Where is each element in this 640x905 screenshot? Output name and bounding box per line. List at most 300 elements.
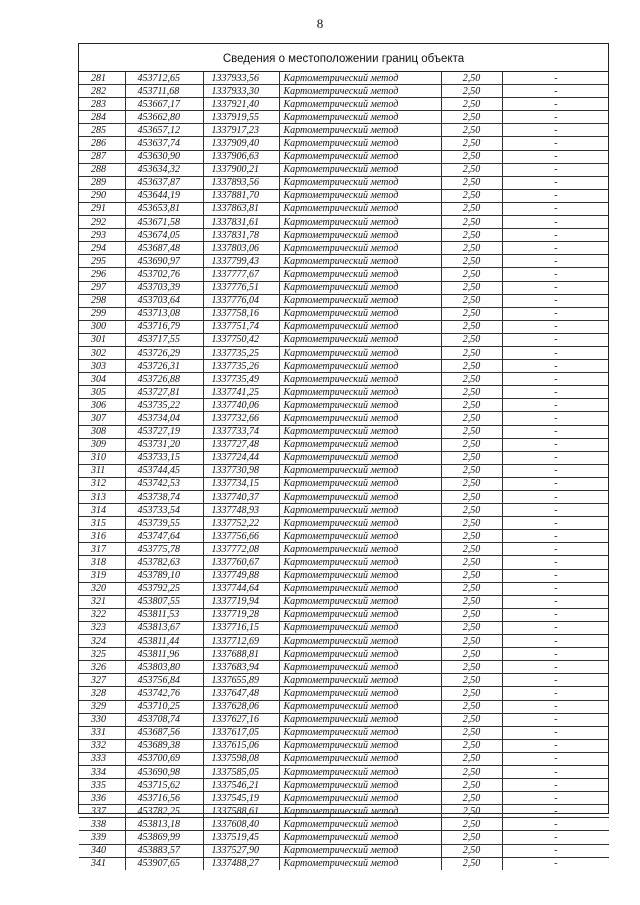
table-row [79, 779, 609, 792]
description-cell: - [502, 582, 609, 595]
method-cell: Картометрический метод [279, 621, 441, 634]
table-header-title: Сведения о местоположении границ объекта [79, 44, 608, 72]
error-cell: 2,50 [441, 346, 502, 359]
error-cell: 2,50 [441, 844, 502, 857]
description-cell: - [502, 661, 609, 674]
table-row [79, 726, 609, 739]
error-cell: 2,50 [441, 739, 502, 752]
x-coordinate-cell: 453733,15 [125, 451, 203, 464]
x-coordinate-cell: 453711,68 [125, 85, 203, 98]
table-row [79, 530, 609, 543]
x-coordinate-cell: 453637,74 [125, 137, 203, 150]
table-row [79, 674, 609, 687]
point-number-cell: 325 [79, 648, 125, 661]
table-row [79, 216, 609, 229]
description-cell: - [502, 176, 609, 189]
error-cell: 2,50 [441, 281, 502, 294]
table-row [79, 412, 609, 425]
error-cell: 2,50 [441, 229, 502, 242]
x-coordinate-cell: 453674,05 [125, 229, 203, 242]
point-number-cell: 306 [79, 399, 125, 412]
y-coordinate-cell: 1337733,74 [203, 425, 279, 438]
method-cell: Картометрический метод [279, 464, 441, 477]
x-coordinate-cell: 453713,08 [125, 307, 203, 320]
x-coordinate-cell: 453734,04 [125, 412, 203, 425]
y-coordinate-cell: 1337760,67 [203, 556, 279, 569]
description-cell: - [502, 281, 609, 294]
description-cell: - [502, 360, 609, 373]
method-cell: Картометрический метод [279, 661, 441, 674]
table-row [79, 595, 609, 608]
error-cell: 2,50 [441, 72, 502, 85]
description-cell: - [502, 635, 609, 648]
method-cell: Картометрический метод [279, 608, 441, 621]
x-coordinate-cell: 453726,29 [125, 346, 203, 359]
description-cell: - [502, 674, 609, 687]
error-cell: 2,50 [441, 805, 502, 818]
error-cell: 2,50 [441, 477, 502, 490]
method-cell: Картометрический метод [279, 556, 441, 569]
table-row [79, 635, 609, 648]
table-row [79, 150, 609, 163]
method-cell: Картометрический метод [279, 491, 441, 504]
point-number-cell: 299 [79, 307, 125, 320]
y-coordinate-cell: 1337628,06 [203, 700, 279, 713]
method-cell: Картометрический метод [279, 255, 441, 268]
x-coordinate-cell: 453807,55 [125, 595, 203, 608]
description-cell: - [502, 569, 609, 582]
description-cell: - [502, 229, 609, 242]
y-coordinate-cell: 1337751,74 [203, 320, 279, 333]
table-row [79, 399, 609, 412]
method-cell: Картометрический метод [279, 792, 441, 805]
description-cell: - [502, 739, 609, 752]
description-cell: - [502, 255, 609, 268]
description-cell: - [502, 189, 609, 202]
error-cell: 2,50 [441, 556, 502, 569]
y-coordinate-cell: 1337712,69 [203, 635, 279, 648]
description-cell: - [502, 805, 609, 818]
y-coordinate-cell: 1337919,55 [203, 111, 279, 124]
method-cell: Картометрический метод [279, 818, 441, 831]
point-number-cell: 290 [79, 189, 125, 202]
method-cell: Картометрический метод [279, 346, 441, 359]
x-coordinate-cell: 453712,65 [125, 72, 203, 85]
error-cell: 2,50 [441, 399, 502, 412]
x-coordinate-cell: 453637,87 [125, 176, 203, 189]
method-cell: Картометрический метод [279, 360, 441, 373]
point-number-cell: 333 [79, 752, 125, 765]
table-row [79, 857, 609, 870]
point-number-cell: 311 [79, 464, 125, 477]
table-row [79, 72, 609, 85]
method-cell: Картометрический метод [279, 98, 441, 111]
method-cell: Картометрический метод [279, 307, 441, 320]
x-coordinate-cell: 453811,53 [125, 608, 203, 621]
x-coordinate-cell: 453687,48 [125, 242, 203, 255]
point-number-cell: 332 [79, 739, 125, 752]
point-number-cell: 336 [79, 792, 125, 805]
table-row [79, 491, 609, 504]
y-coordinate-cell: 1337527,90 [203, 844, 279, 857]
table-row [79, 202, 609, 215]
error-cell: 2,50 [441, 412, 502, 425]
point-number-cell: 330 [79, 713, 125, 726]
x-coordinate-cell: 453803,80 [125, 661, 203, 674]
y-coordinate-cell: 1337545,19 [203, 792, 279, 805]
x-coordinate-cell: 453739,55 [125, 517, 203, 530]
description-cell: - [502, 333, 609, 346]
description-cell: - [502, 621, 609, 634]
table-row [79, 739, 609, 752]
y-coordinate-cell: 1337803,06 [203, 242, 279, 255]
description-cell: - [502, 137, 609, 150]
method-cell: Картометрический метод [279, 765, 441, 778]
table-row [79, 242, 609, 255]
table-row [79, 320, 609, 333]
description-cell: - [502, 373, 609, 386]
y-coordinate-cell: 1337735,25 [203, 346, 279, 359]
y-coordinate-cell: 1337735,49 [203, 373, 279, 386]
table-row [79, 543, 609, 556]
x-coordinate-cell: 453813,67 [125, 621, 203, 634]
x-coordinate-cell: 453690,97 [125, 255, 203, 268]
error-cell: 2,50 [441, 779, 502, 792]
x-coordinate-cell: 453789,10 [125, 569, 203, 582]
method-cell: Картометрический метод [279, 438, 441, 451]
page-number: 8 [316, 16, 324, 31]
x-coordinate-cell: 453869,99 [125, 831, 203, 844]
method-cell: Картометрический метод [279, 504, 441, 517]
error-cell: 2,50 [441, 621, 502, 634]
method-cell: Картометрический метод [279, 739, 441, 752]
x-coordinate-cell: 453715,62 [125, 779, 203, 792]
method-cell: Картометрический метод [279, 281, 441, 294]
error-cell: 2,50 [441, 608, 502, 621]
description-cell: - [502, 792, 609, 805]
point-number-cell: 297 [79, 281, 125, 294]
method-cell: Картометрический метод [279, 229, 441, 242]
table-row [79, 268, 609, 281]
table-row [79, 85, 609, 98]
point-number-cell: 295 [79, 255, 125, 268]
x-coordinate-cell: 453716,79 [125, 320, 203, 333]
y-coordinate-cell: 1337741,25 [203, 386, 279, 399]
method-cell: Картометрический метод [279, 530, 441, 543]
x-coordinate-cell: 453630,90 [125, 150, 203, 163]
y-coordinate-cell: 1337776,04 [203, 294, 279, 307]
coordinates-table-body [79, 72, 609, 870]
x-coordinate-cell: 453883,57 [125, 844, 203, 857]
description-cell: - [502, 713, 609, 726]
error-cell: 2,50 [441, 661, 502, 674]
error-cell: 2,50 [441, 294, 502, 307]
method-cell: Картометрический метод [279, 831, 441, 844]
y-coordinate-cell: 1337647,48 [203, 687, 279, 700]
y-coordinate-cell: 1337627,16 [203, 713, 279, 726]
x-coordinate-cell: 453727,19 [125, 425, 203, 438]
point-number-cell: 292 [79, 216, 125, 229]
error-cell: 2,50 [441, 635, 502, 648]
point-number-cell: 284 [79, 111, 125, 124]
y-coordinate-cell: 1337776,51 [203, 281, 279, 294]
error-cell: 2,50 [441, 674, 502, 687]
x-coordinate-cell: 453716,56 [125, 792, 203, 805]
y-coordinate-cell: 1337724,44 [203, 451, 279, 464]
table-row [79, 255, 609, 268]
x-coordinate-cell: 453742,53 [125, 477, 203, 490]
method-cell: Картометрический метод [279, 72, 441, 85]
table-row [79, 700, 609, 713]
error-cell: 2,50 [441, 792, 502, 805]
method-cell: Картометрический метод [279, 517, 441, 530]
point-number-cell: 321 [79, 595, 125, 608]
method-cell: Картометрический метод [279, 700, 441, 713]
table-row [79, 163, 609, 176]
table-row [79, 373, 609, 386]
error-cell: 2,50 [441, 687, 502, 700]
point-number-cell: 341 [79, 857, 125, 870]
point-number-cell: 287 [79, 150, 125, 163]
table-row [79, 464, 609, 477]
description-cell: - [502, 530, 609, 543]
boundary-table-frame [78, 43, 609, 870]
method-cell: Картометрический метод [279, 713, 441, 726]
table-row [79, 608, 609, 621]
error-cell: 2,50 [441, 569, 502, 582]
error-cell: 2,50 [441, 242, 502, 255]
method-cell: Картометрический метод [279, 111, 441, 124]
y-coordinate-cell: 1337921,40 [203, 98, 279, 111]
y-coordinate-cell: 1337799,43 [203, 255, 279, 268]
point-number-cell: 296 [79, 268, 125, 281]
table-row [79, 98, 609, 111]
point-number-cell: 294 [79, 242, 125, 255]
method-cell: Картометрический метод [279, 242, 441, 255]
point-number-cell: 319 [79, 569, 125, 582]
x-coordinate-cell: 453731,20 [125, 438, 203, 451]
y-coordinate-cell: 1337893,56 [203, 176, 279, 189]
description-cell: - [502, 687, 609, 700]
method-cell: Картометрический метод [279, 451, 441, 464]
description-cell: - [502, 124, 609, 137]
method-cell: Картометрический метод [279, 176, 441, 189]
error-cell: 2,50 [441, 386, 502, 399]
x-coordinate-cell: 453671,58 [125, 216, 203, 229]
x-coordinate-cell: 453907,65 [125, 857, 203, 870]
point-number-cell: 337 [79, 805, 125, 818]
description-cell: - [502, 765, 609, 778]
method-cell: Картометрический метод [279, 477, 441, 490]
table-row [79, 451, 609, 464]
x-coordinate-cell: 453775,78 [125, 543, 203, 556]
x-coordinate-cell: 453690,98 [125, 765, 203, 778]
table-row [79, 792, 609, 805]
x-coordinate-cell: 453735,22 [125, 399, 203, 412]
x-coordinate-cell: 453717,55 [125, 333, 203, 346]
x-coordinate-cell: 453782,63 [125, 556, 203, 569]
y-coordinate-cell: 1337881,70 [203, 189, 279, 202]
table-row [79, 294, 609, 307]
y-coordinate-cell: 1337900,21 [203, 163, 279, 176]
error-cell: 2,50 [441, 818, 502, 831]
table-row [79, 504, 609, 517]
description-cell: - [502, 425, 609, 438]
point-number-cell: 324 [79, 635, 125, 648]
y-coordinate-cell: 1337488,27 [203, 857, 279, 870]
description-cell: - [502, 202, 609, 215]
description-cell: - [502, 98, 609, 111]
x-coordinate-cell: 453756,84 [125, 674, 203, 687]
error-cell: 2,50 [441, 713, 502, 726]
description-cell: - [502, 346, 609, 359]
y-coordinate-cell: 1337906,63 [203, 150, 279, 163]
error-cell: 2,50 [441, 163, 502, 176]
description-cell: - [502, 517, 609, 530]
x-coordinate-cell: 453726,88 [125, 373, 203, 386]
description-cell: - [502, 608, 609, 621]
point-number-cell: 288 [79, 163, 125, 176]
method-cell: Картометрический метод [279, 399, 441, 412]
method-cell: Картометрический метод [279, 268, 441, 281]
description-cell: - [502, 556, 609, 569]
method-cell: Картометрический метод [279, 687, 441, 700]
y-coordinate-cell: 1337719,94 [203, 595, 279, 608]
y-coordinate-cell: 1337909,40 [203, 137, 279, 150]
table-row [79, 831, 609, 844]
error-cell: 2,50 [441, 268, 502, 281]
point-number-cell: 340 [79, 844, 125, 857]
error-cell: 2,50 [441, 202, 502, 215]
table-row [79, 818, 609, 831]
table-row [79, 765, 609, 778]
method-cell: Картометрический метод [279, 85, 441, 98]
table-row [79, 621, 609, 634]
point-number-cell: 338 [79, 818, 125, 831]
error-cell: 2,50 [441, 137, 502, 150]
table-row [79, 281, 609, 294]
table-row [79, 229, 609, 242]
x-coordinate-cell: 453644,19 [125, 189, 203, 202]
table-row [79, 713, 609, 726]
point-number-cell: 282 [79, 85, 125, 98]
point-number-cell: 302 [79, 346, 125, 359]
error-cell: 2,50 [441, 98, 502, 111]
point-number-cell: 315 [79, 517, 125, 530]
description-cell: - [502, 150, 609, 163]
point-number-cell: 304 [79, 373, 125, 386]
method-cell: Картометрический метод [279, 752, 441, 765]
description-cell: - [502, 700, 609, 713]
description-cell: - [502, 464, 609, 477]
x-coordinate-cell: 453687,56 [125, 726, 203, 739]
table-row [79, 477, 609, 490]
description-cell: - [502, 477, 609, 490]
point-number-cell: 283 [79, 98, 125, 111]
point-number-cell: 334 [79, 765, 125, 778]
point-number-cell: 335 [79, 779, 125, 792]
table-row [79, 438, 609, 451]
method-cell: Картометрический метод [279, 726, 441, 739]
x-coordinate-cell: 453634,32 [125, 163, 203, 176]
y-coordinate-cell: 1337831,61 [203, 216, 279, 229]
error-cell: 2,50 [441, 765, 502, 778]
error-cell: 2,50 [441, 530, 502, 543]
description-cell: - [502, 268, 609, 281]
x-coordinate-cell: 453703,64 [125, 294, 203, 307]
error-cell: 2,50 [441, 543, 502, 556]
x-coordinate-cell: 453792,25 [125, 582, 203, 595]
method-cell: Картометрический метод [279, 412, 441, 425]
table-row [79, 517, 609, 530]
description-cell: - [502, 294, 609, 307]
method-cell: Картометрический метод [279, 202, 441, 215]
point-number-cell: 298 [79, 294, 125, 307]
error-cell: 2,50 [441, 360, 502, 373]
point-number-cell: 313 [79, 491, 125, 504]
method-cell: Картометрический метод [279, 674, 441, 687]
y-coordinate-cell: 1337831,78 [203, 229, 279, 242]
method-cell: Картометрический метод [279, 779, 441, 792]
y-coordinate-cell: 1337748,93 [203, 504, 279, 517]
table-row [79, 386, 609, 399]
table-row [79, 360, 609, 373]
x-coordinate-cell: 453744,45 [125, 464, 203, 477]
method-cell: Картометрический метод [279, 569, 441, 582]
error-cell: 2,50 [441, 491, 502, 504]
x-coordinate-cell: 453726,31 [125, 360, 203, 373]
table-row [79, 425, 609, 438]
method-cell: Картометрический метод [279, 216, 441, 229]
y-coordinate-cell: 1337744,64 [203, 582, 279, 595]
y-coordinate-cell: 1337933,56 [203, 72, 279, 85]
x-coordinate-cell: 453727,81 [125, 386, 203, 399]
description-cell: - [502, 399, 609, 412]
coordinates-table [79, 72, 609, 870]
y-coordinate-cell: 1337519,45 [203, 831, 279, 844]
table-row [79, 582, 609, 595]
x-coordinate-cell: 453813,18 [125, 818, 203, 831]
table-row [79, 137, 609, 150]
table-row [79, 556, 609, 569]
x-coordinate-cell: 453782,25 [125, 805, 203, 818]
x-coordinate-cell: 453657,12 [125, 124, 203, 137]
method-cell: Картометрический метод [279, 648, 441, 661]
error-cell: 2,50 [441, 85, 502, 98]
error-cell: 2,50 [441, 451, 502, 464]
table-row [79, 189, 609, 202]
description-cell: - [502, 412, 609, 425]
y-coordinate-cell: 1337598,08 [203, 752, 279, 765]
error-cell: 2,50 [441, 333, 502, 346]
x-coordinate-cell: 453742,76 [125, 687, 203, 700]
description-cell: - [502, 451, 609, 464]
x-coordinate-cell: 453653,81 [125, 202, 203, 215]
error-cell: 2,50 [441, 726, 502, 739]
point-number-cell: 289 [79, 176, 125, 189]
x-coordinate-cell: 453733,54 [125, 504, 203, 517]
x-coordinate-cell: 453747,64 [125, 530, 203, 543]
description-cell: - [502, 818, 609, 831]
error-cell: 2,50 [441, 255, 502, 268]
method-cell: Картометрический метод [279, 635, 441, 648]
method-cell: Картометрический метод [279, 163, 441, 176]
error-cell: 2,50 [441, 582, 502, 595]
method-cell: Картометрический метод [279, 386, 441, 399]
y-coordinate-cell: 1337546,21 [203, 779, 279, 792]
y-coordinate-cell: 1337749,88 [203, 569, 279, 582]
y-coordinate-cell: 1337756,66 [203, 530, 279, 543]
